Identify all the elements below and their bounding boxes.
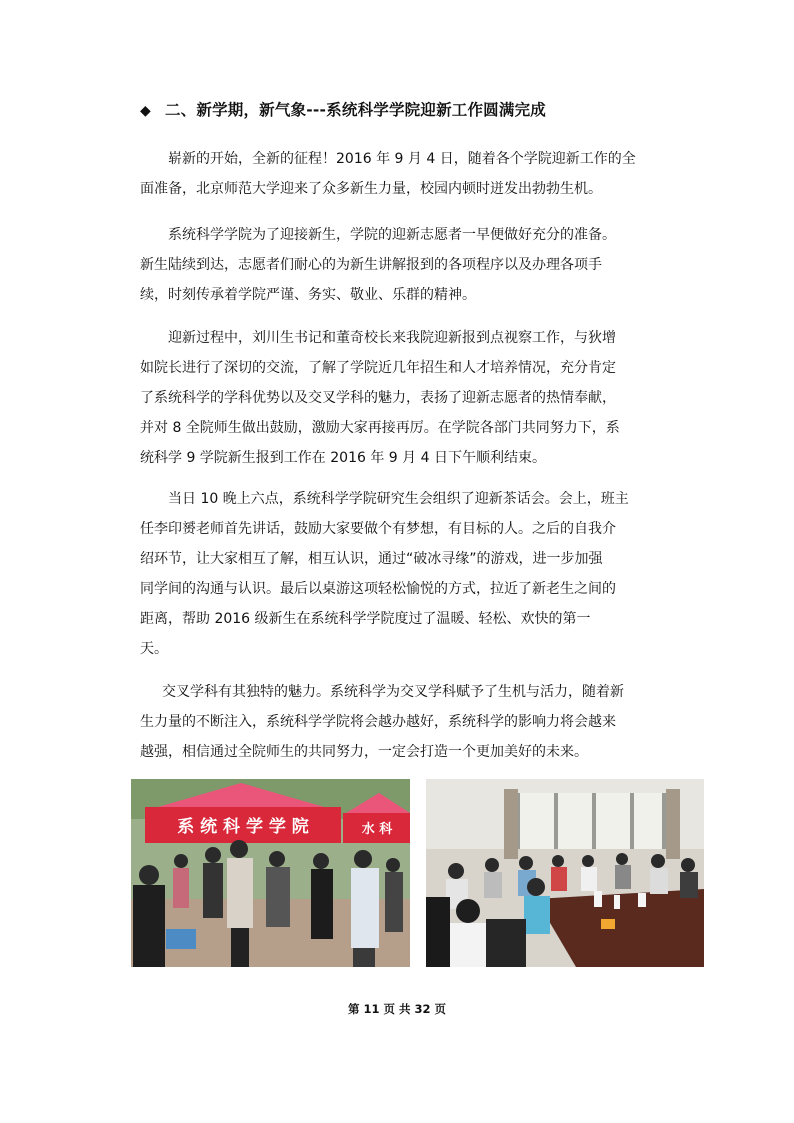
paragraph-1	[140, 144, 688, 204]
page-footer: 第 11 页 共 32 页	[347, 1002, 447, 1016]
paragraph-4	[140, 484, 688, 664]
paragraph-line: 绍环节，让大家相互了解，相互认识，通过“破冰寻缘”的游戏，进一步加强	[140, 551, 603, 567]
paragraph-line: 面准备，北京师范大学迎来了众多新生力量，校园内顿时迸发出勃勃生机。	[140, 181, 602, 197]
paragraph-line: 生力量的不断注入，系统科学学院将会越办越好，系统科学的影响力将会越来	[140, 714, 616, 730]
paragraph-line: 续，时刻传承着学院严谨、务实、敬业、乐群的精神。	[140, 287, 476, 303]
paragraph-5	[140, 677, 688, 767]
paragraph-line: 了系统科学的学科优势以及交叉学科的魅力，表扬了迎新志愿者的热情奉献，	[140, 390, 616, 406]
paragraph-line: 同学间的沟通与认识。最后以桌游这项轻松愉悦的方式，拉近了新老生之间的	[140, 581, 616, 597]
tea-party-image	[426, 779, 704, 967]
paragraph-2	[140, 220, 688, 310]
paragraph-line: 新生陆续到达，志愿者们耐心的为新生讲解报到的各项程序以及办理各项手	[140, 257, 602, 273]
section-heading	[140, 98, 546, 120]
diamond-bullet-icon: ◆	[140, 103, 151, 119]
paragraph-line: 统科学 9 学院新生报到工作在 2016 年 9 月 4 日下午顺利结束。	[140, 450, 546, 466]
paragraph-line: 交叉学科有其独特的魅力。系统科学为交叉学科赋予了生机与活力，随着新	[162, 684, 624, 700]
paragraph-line: 越强，相信通过全院师生的共同努力，一定会打造一个更加美好的未来。	[140, 744, 588, 760]
paragraph-line: 天。	[140, 641, 168, 657]
welcome-booth-photo	[131, 779, 410, 967]
section-title: 二、新学期，新气象---系统科学学院迎新工作圆满完成	[164, 101, 546, 119]
paragraph-line: 当日 10 晚上六点，系统科学学院研究生会组织了迎新茶话会。会上，班主	[168, 491, 629, 507]
paragraph-line: 如院长进行了深切的交流，了解了学院近几年招生和人才培养情况，充分肯定	[140, 360, 616, 376]
welcome-booth-image	[131, 779, 410, 967]
paragraph-3	[140, 323, 688, 473]
paragraph-line: 崭新的开始，全新的征程！2016 年 9 月 4 日，随着各个学院迎新工作的全	[168, 151, 636, 167]
paragraph-line: 并对 8 全院师生做出鼓励，激励大家再接再厉。在学院各部门共同努力下，系	[140, 420, 620, 436]
booth-banner-text-right: 水 科	[361, 822, 393, 837]
paragraph-line: 距离，帮助 2016 级新生在系统科学学院度过了温暖、轻松、欢快的第一	[140, 611, 591, 627]
paragraph-line: 迎新过程中，刘川生书记和董奇校长来我院迎新报到点视察工作，与狄增	[168, 330, 616, 346]
booth-banner-text: 系 统 科 学 学 院	[177, 817, 309, 837]
tea-party-photo	[426, 779, 704, 967]
paragraph-line: 系统科学学院为了迎接新生，学院的迎新志愿者一早便做好充分的准备。	[168, 227, 616, 243]
paragraph-line: 任李印赟老师首先讲话，鼓励大家要做个有梦想，有目标的人。之后的自我介	[140, 521, 616, 537]
